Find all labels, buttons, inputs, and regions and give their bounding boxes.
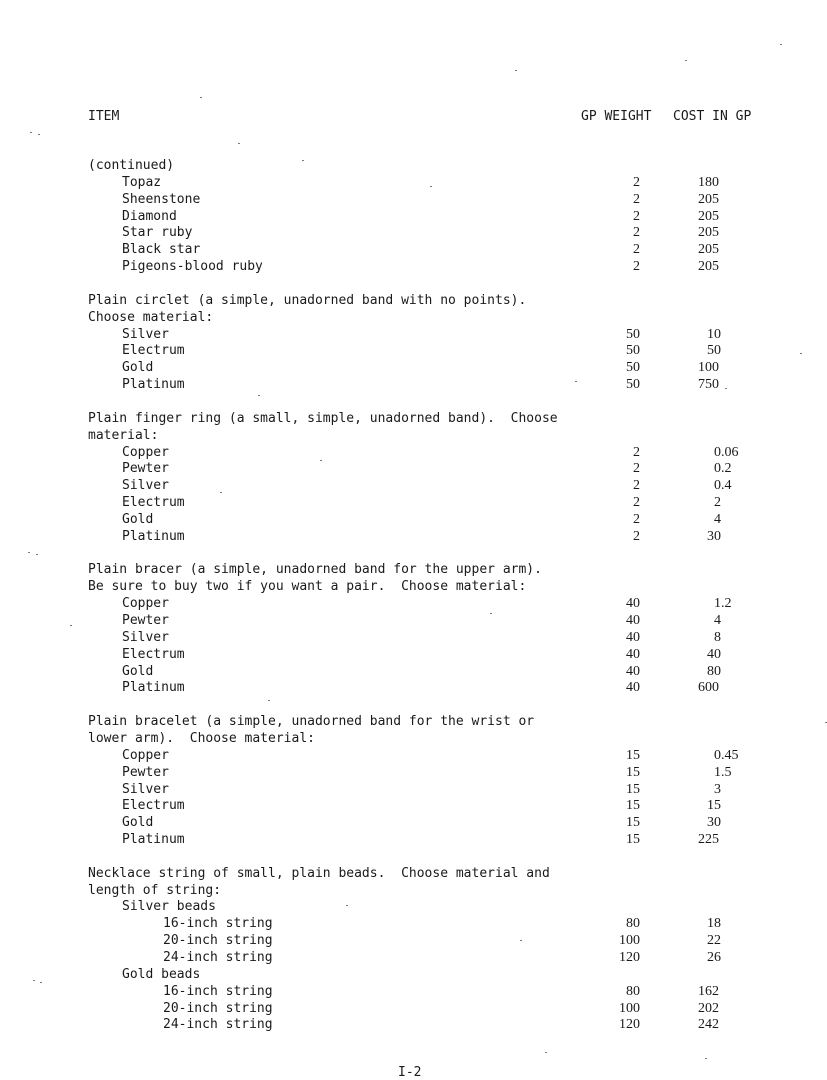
cost-value: 100 — [698, 360, 719, 376]
cost-value: 4 — [714, 613, 721, 628]
cost-value: 242 — [698, 1017, 719, 1033]
table-row — [0, 1016, 827, 1033]
text-line — [0, 309, 827, 326]
cost-value: 205 — [698, 242, 719, 258]
description-text: Plain bracelet (a simple, unadorned band for the wrist or — [88, 714, 535, 730]
weight-value: 2 — [633, 444, 640, 460]
scan-speck — [40, 982, 42, 983]
scan-speck — [28, 552, 30, 553]
weight-value: 2 — [633, 225, 640, 241]
table-row — [0, 359, 827, 376]
text-line — [0, 578, 827, 595]
scan-speck — [725, 388, 727, 389]
table-row — [0, 747, 827, 764]
cost-value: 8 — [714, 629, 721, 645]
table-row — [0, 663, 827, 680]
weight-value: 15 — [626, 815, 640, 831]
scan-speck — [545, 1052, 547, 1053]
description-text: lower arm). Choose material: — [88, 730, 315, 746]
text-line — [0, 865, 827, 882]
item-name: Gold — [122, 511, 154, 527]
cost-value: 180 — [698, 174, 719, 190]
item-name: Platinum — [122, 528, 185, 544]
table-row — [0, 629, 827, 646]
item-name: Gold — [122, 663, 154, 679]
weight-value: 100 — [619, 1000, 640, 1016]
description-text: Choose material: — [88, 309, 214, 325]
item-name: Silver — [122, 478, 169, 494]
weight-value: 80 — [626, 983, 640, 999]
cost-value: 600 — [698, 680, 719, 696]
table-row — [0, 342, 827, 359]
item-name: Topaz — [122, 174, 162, 190]
scan-speck — [33, 980, 35, 981]
item-name: Platinum — [122, 377, 185, 393]
item-name: Star ruby — [122, 225, 193, 241]
table-row — [0, 764, 827, 781]
item-name: Platinum — [122, 832, 185, 847]
scan-speck — [238, 143, 240, 144]
scan-speck — [30, 132, 32, 133]
cost-value: 2 — [714, 495, 721, 510]
cost-value: 225 — [698, 832, 719, 847]
table-row — [0, 949, 827, 966]
cost-value: 162 — [698, 983, 719, 999]
weight-value: 2 — [633, 461, 640, 477]
scan-speck — [575, 381, 577, 382]
item-name: Silver — [122, 781, 169, 797]
weight-value: 15 — [626, 798, 640, 814]
scan-speck — [302, 160, 304, 161]
weight-value: 15 — [626, 832, 640, 847]
table-row — [0, 797, 827, 814]
blank-line — [0, 275, 827, 292]
weight-value: 15 — [626, 764, 640, 780]
description-text: length of string: — [88, 882, 222, 898]
table-row — [0, 444, 827, 461]
item-name: Electrum — [122, 343, 185, 359]
weight-value: 2 — [633, 191, 640, 207]
description-text: Necklace string of small, plain beads. Choose material and — [88, 865, 550, 881]
cost-value: 26 — [707, 950, 721, 965]
cost-value: 205 — [698, 225, 719, 241]
table-row — [0, 932, 827, 949]
item-name: Pewter — [122, 764, 169, 780]
item-name: Pewter — [122, 461, 169, 477]
table-row — [0, 915, 827, 932]
text-line — [0, 427, 827, 444]
scan-speck — [320, 460, 322, 461]
description-text: Gold beads — [122, 966, 201, 982]
scan-speck — [258, 395, 260, 396]
weight-value: 50 — [626, 326, 640, 342]
weight-value: 2 — [633, 259, 640, 275]
text-line — [0, 730, 827, 747]
table-row — [0, 174, 827, 191]
table-row — [0, 595, 827, 612]
text-line — [0, 966, 827, 983]
scan-speck — [780, 44, 782, 45]
weight-value: 2 — [633, 242, 640, 258]
cost-value: 0.2 — [714, 461, 732, 477]
item-name: 20-inch string — [163, 933, 273, 949]
table-row — [0, 511, 827, 528]
cost-value: 1.2 — [714, 596, 732, 612]
description-text: Be sure to buy two if you want a pair. Choose material: — [88, 579, 527, 595]
table-row — [0, 679, 827, 696]
weight-value: 40 — [626, 646, 640, 662]
cost-value: 202 — [698, 1000, 719, 1016]
blank-line — [0, 696, 827, 713]
table-row — [0, 528, 827, 545]
scan-speck — [36, 554, 38, 555]
table-row — [0, 1000, 827, 1017]
table-row — [0, 376, 827, 393]
cost-value: 4 — [714, 511, 721, 527]
text-line — [0, 292, 827, 309]
scan-speck — [800, 353, 802, 354]
table-row — [0, 241, 827, 258]
scan-speck — [685, 60, 687, 61]
scan-speck — [220, 492, 222, 493]
item-name: Pewter — [122, 613, 169, 628]
text-line — [0, 157, 827, 174]
description-text: Plain finger ring (a small, simple, unadorned band). Choose — [88, 410, 558, 426]
table-row — [0, 781, 827, 798]
text-line — [0, 713, 827, 730]
cost-value: 205 — [698, 208, 719, 224]
cost-value: 15 — [707, 798, 721, 814]
table-row — [0, 814, 827, 831]
item-name: Gold — [122, 360, 154, 376]
weight-value: 15 — [626, 781, 640, 797]
cost-value: 18 — [707, 916, 721, 932]
item-name: 16-inch string — [163, 916, 273, 932]
table-row — [0, 258, 827, 275]
weight-value: 40 — [626, 596, 640, 612]
table-row — [0, 191, 827, 208]
header-cost: COST IN GP — [673, 109, 752, 124]
item-name: Copper — [122, 596, 169, 612]
cost-value: 40 — [707, 646, 721, 662]
scan-speck — [515, 70, 517, 71]
weight-value: 40 — [626, 680, 640, 696]
scan-speck — [268, 700, 270, 701]
table-row — [0, 612, 827, 629]
scan-speck — [490, 613, 492, 614]
table-row — [0, 494, 827, 511]
weight-value: 120 — [619, 950, 640, 965]
weight-value: 50 — [626, 343, 640, 359]
item-name: Electrum — [122, 646, 185, 662]
description-text: Plain bracer (a simple, unadorned band for the upper arm). — [88, 562, 542, 578]
weight-value: 15 — [626, 747, 640, 763]
column-header-row — [0, 108, 827, 125]
cost-value: 0.45 — [714, 747, 739, 763]
scan-speck — [200, 97, 202, 98]
item-name: 16-inch string — [163, 983, 273, 999]
item-name: Copper — [122, 444, 169, 460]
scan-speck — [520, 940, 522, 941]
blank-line — [0, 393, 827, 410]
cost-value: 80 — [707, 663, 721, 679]
table-row — [0, 208, 827, 225]
item-name: Electrum — [122, 798, 185, 814]
text-line — [0, 410, 827, 427]
page-number: I-2 — [398, 1065, 422, 1080]
table-row — [0, 983, 827, 1000]
cost-value: 0.06 — [714, 444, 739, 460]
cost-value: 205 — [698, 191, 719, 207]
table-row — [0, 646, 827, 663]
cost-value: 1.5 — [714, 764, 732, 780]
scan-speck — [38, 134, 40, 135]
table-row — [0, 326, 827, 343]
weight-value: 100 — [619, 933, 640, 949]
item-name: Sheenstone — [122, 191, 201, 207]
item-name: Electrum — [122, 495, 185, 510]
item-name: Platinum — [122, 680, 185, 696]
table-row — [0, 831, 827, 848]
header-weight: GP WEIGHT — [581, 109, 652, 124]
description-text: Plain circlet (a simple, unadorned band with no points). — [88, 292, 527, 308]
weight-value: 2 — [633, 528, 640, 544]
description-text: Silver beads — [122, 899, 216, 915]
cost-value: 3 — [714, 781, 721, 797]
item-name: Silver — [122, 629, 169, 645]
weight-value: 120 — [619, 1017, 640, 1033]
table-row — [0, 460, 827, 477]
weight-value: 50 — [626, 360, 640, 376]
item-name: 24-inch string — [163, 950, 273, 965]
weight-value: 80 — [626, 916, 640, 932]
blank-line — [0, 545, 827, 562]
text-line — [0, 898, 827, 915]
weight-value: 2 — [633, 208, 640, 224]
item-name: Copper — [122, 747, 169, 763]
scan-speck — [430, 186, 432, 187]
cost-value: 205 — [698, 259, 719, 275]
scan-speck — [705, 1058, 707, 1059]
weight-value: 40 — [626, 663, 640, 679]
cost-value: 0.4 — [714, 478, 732, 494]
text-line — [0, 882, 827, 899]
scan-speck — [70, 625, 72, 626]
header-item: ITEM — [88, 109, 120, 124]
weight-value: 40 — [626, 613, 640, 628]
blank-line — [0, 848, 827, 865]
item-name: Diamond — [122, 208, 177, 224]
cost-value: 750 — [698, 377, 719, 393]
table-row — [0, 224, 827, 241]
scan-speck — [346, 905, 348, 906]
cost-value: 30 — [707, 528, 721, 544]
text-line — [0, 561, 827, 578]
item-name: Gold — [122, 815, 154, 831]
weight-value: 2 — [633, 478, 640, 494]
description-text: (continued) — [88, 158, 175, 173]
cost-value: 10 — [707, 326, 721, 342]
cost-value: 50 — [707, 343, 721, 359]
item-name: 20-inch string — [163, 1000, 273, 1016]
item-name: Pigeons-blood ruby — [122, 259, 263, 275]
weight-value: 50 — [626, 377, 640, 393]
weight-value: 2 — [633, 495, 640, 510]
item-name: Silver — [122, 326, 169, 342]
weight-value: 2 — [633, 174, 640, 190]
item-name: 24-inch string — [163, 1017, 273, 1033]
cost-value: 22 — [707, 933, 721, 949]
item-name: Black star — [122, 242, 201, 258]
table-row — [0, 477, 827, 494]
weight-value: 2 — [633, 511, 640, 527]
weight-value: 40 — [626, 629, 640, 645]
description-text: material: — [88, 427, 159, 443]
cost-value: 30 — [707, 815, 721, 831]
